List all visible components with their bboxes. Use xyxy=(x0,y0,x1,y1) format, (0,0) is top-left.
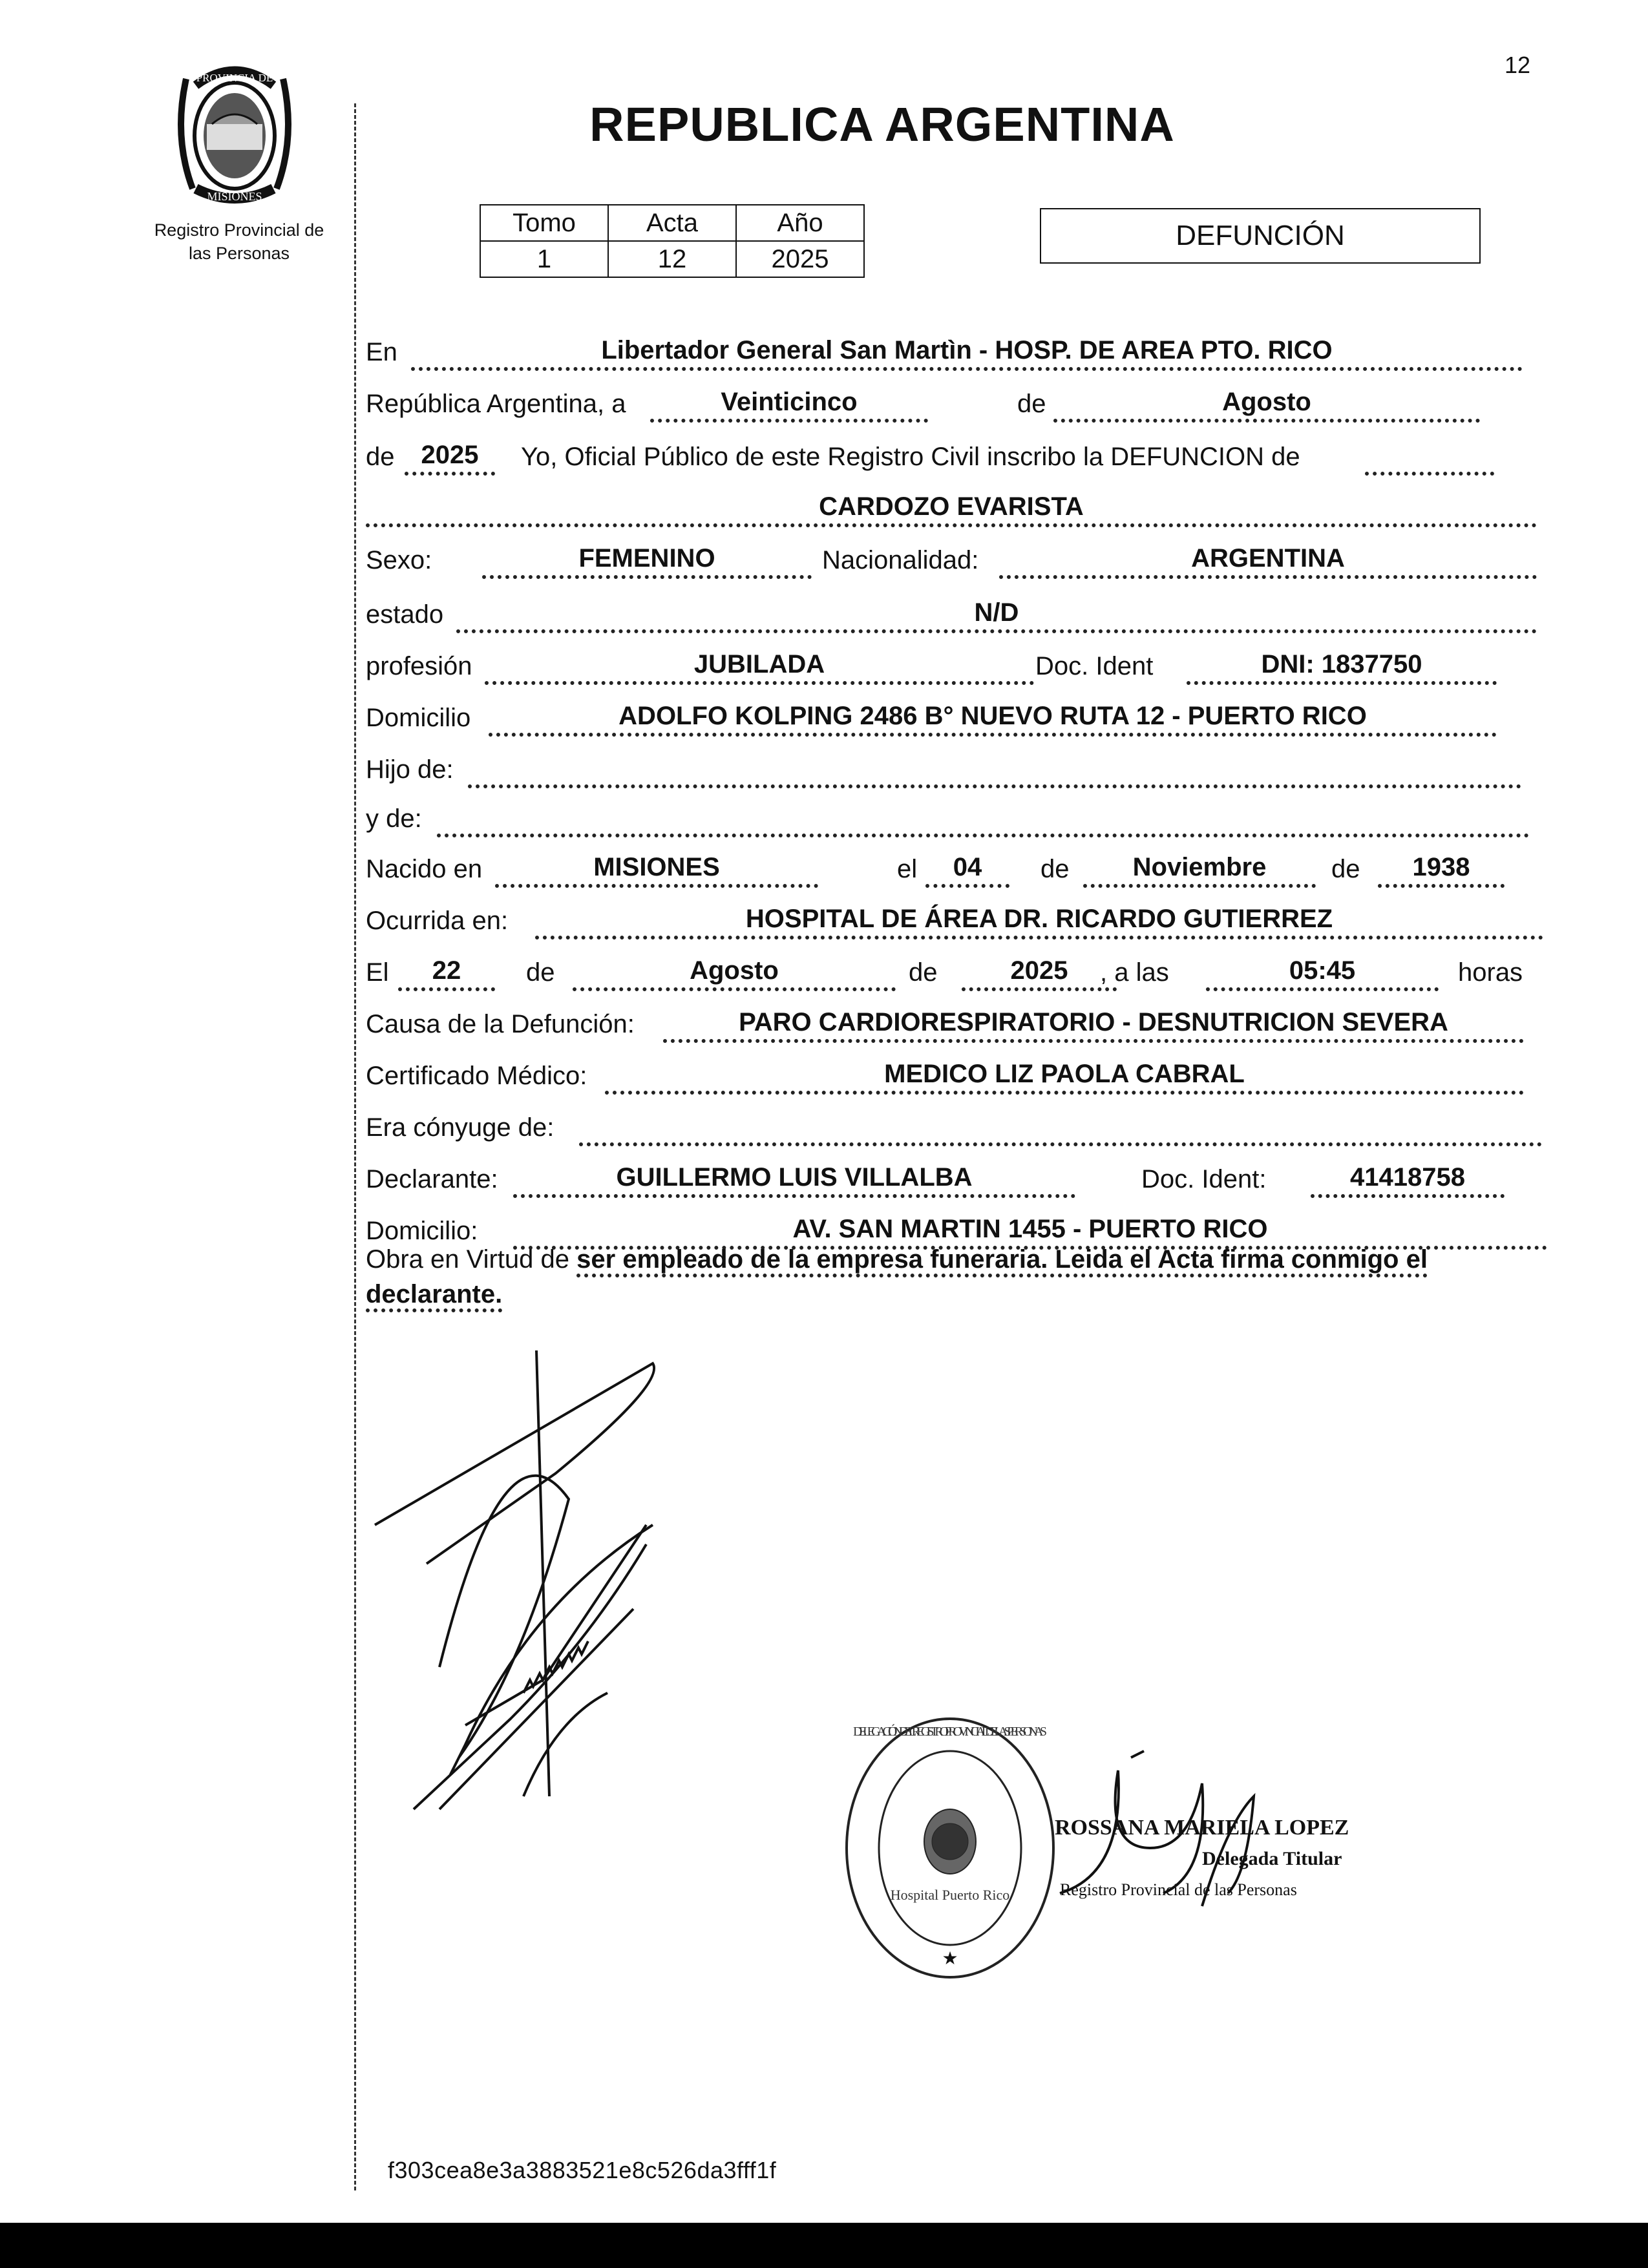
anio-label: Año xyxy=(736,205,864,241)
reference-table xyxy=(480,204,865,278)
certificado-value: MEDICO LIZ PAOLA CABRAL xyxy=(605,1056,1524,1095)
ocurrida-label: Ocurrida en: xyxy=(366,907,509,935)
el2-label: El xyxy=(366,958,389,987)
row-ocurrida xyxy=(366,890,1519,942)
stamp-star-icon: ★ xyxy=(942,1948,958,1968)
declarante-value: GUILLERMO LUIS VILLALBA xyxy=(513,1159,1075,1198)
seal-text-bottom: MISIONES xyxy=(207,190,262,203)
row-fecha xyxy=(366,373,1519,425)
republica-label: República Argentina, a xyxy=(366,390,626,418)
el-label: el xyxy=(897,855,918,883)
def-mes-value: Agosto xyxy=(573,952,896,991)
row-causa xyxy=(366,994,1519,1045)
row-profesion xyxy=(366,636,1519,688)
causa-label: Causa de la Defunción: xyxy=(366,1010,635,1038)
nacido-lugar-value: MISIONES xyxy=(495,849,818,888)
profesion-value: JUBILADA xyxy=(485,646,1034,685)
declarant-signature xyxy=(362,1331,814,1835)
row-fallecido xyxy=(366,478,1519,530)
document-type: DEFUNCIÓN xyxy=(1040,208,1481,264)
row-hijo xyxy=(366,739,1519,791)
profesion-label: profesión xyxy=(366,652,472,680)
acta-label: Acta xyxy=(608,205,736,241)
de2-label: de xyxy=(366,443,395,471)
alas-label: , a las xyxy=(1100,958,1169,987)
stamp-inner-text: Hospital Puerto Rico xyxy=(890,1887,1010,1903)
decl-domicilio-label: Domicilio: xyxy=(366,1217,478,1245)
conyuge-value xyxy=(579,1108,1542,1146)
row-certificado xyxy=(366,1045,1519,1097)
decl-domicilio-value: AV. SAN MARTIN 1455 - PUERTO RICO xyxy=(513,1211,1547,1250)
obra-label: Obra en Virtud de xyxy=(366,1245,570,1274)
row-estado xyxy=(366,584,1519,636)
sexo-label: Sexo: xyxy=(366,546,432,574)
margin-line xyxy=(354,103,356,2190)
def-de-label: de xyxy=(526,958,555,987)
doc-ident-label: Doc. Ident xyxy=(1035,652,1154,680)
row-anio xyxy=(366,426,1519,478)
page-number: 12 xyxy=(1505,52,1531,78)
seal-text-top: PROVINCIA DE xyxy=(196,72,273,84)
def-hora-value: 05:45 xyxy=(1206,952,1439,991)
lugar-value: Libertador General San Martìn - HOSP. DE AREA PTO. RICO xyxy=(411,332,1523,371)
horas-label: horas xyxy=(1458,958,1523,987)
tomo-label: Tomo xyxy=(480,205,608,241)
row-nacido xyxy=(366,839,1519,890)
obra-block xyxy=(366,1242,1537,1312)
obra-text: ser empleado de la empresa funeraria. Leida el Acta firma conmigo el declarante. xyxy=(366,1245,1428,1312)
document-hash: f303cea8e3a3883521e8c526da3fff1f xyxy=(388,2157,777,2183)
mes-value: Agosto xyxy=(1053,384,1480,423)
nac-de2-label: de xyxy=(1331,855,1360,883)
yde-label: y de: xyxy=(366,804,422,833)
nac-dia-value: 04 xyxy=(925,849,1009,888)
scan-bottom-bar xyxy=(0,2223,1648,2268)
official-office: Registro Provincial de las Personas xyxy=(1060,1880,1297,1899)
estado-label: estado xyxy=(366,600,444,629)
nacionalidad-label: Nacionalidad: xyxy=(822,546,979,574)
yde-value xyxy=(437,799,1529,837)
conyuge-label: Era cónyuge de: xyxy=(366,1113,555,1142)
causa-value: PARO CARDIORESPIRATORIO - DESNUTRICION SEVERA xyxy=(663,1004,1524,1043)
stamp-outer-text: DELEGACIÓN DEL REGISTRO PROVINCIAL DE LAS PERSONAS xyxy=(853,1725,1048,1739)
def-de2-label: de xyxy=(909,958,938,987)
oficial-text: Yo, Oficial Público de este Registro Civil inscribo la DEFUNCION de xyxy=(521,443,1300,471)
ocurrida-value: HOSPITAL DE ÁREA DR. RICARDO GUTIERREZ xyxy=(535,901,1543,940)
def-anio-value: 2025 xyxy=(962,952,1117,991)
de-label: de xyxy=(1017,390,1046,418)
decl-doc-label: Doc. Ident: xyxy=(1141,1165,1267,1193)
registry-label xyxy=(123,218,355,265)
oficial-blank xyxy=(1365,437,1494,476)
def-dia-value: 22 xyxy=(398,952,495,991)
domicilio-value: ADOLFO KOLPING 2486 B° NUEVO RUTA 12 - PUERTO RICO xyxy=(489,698,1497,737)
row-hora xyxy=(366,942,1523,994)
row-sexo xyxy=(366,530,1519,582)
domicilio-label: Domicilio xyxy=(366,704,471,732)
declarante-label: Declarante: xyxy=(366,1165,498,1193)
doc-ident-value: DNI: 1837750 xyxy=(1187,646,1497,685)
tomo-value: 1 xyxy=(480,241,608,277)
official-name: ROSSANA MARIELA LOPEZ xyxy=(1055,1816,1349,1840)
nac-mes-value: Noviembre xyxy=(1083,849,1316,888)
document-title: REPUBLICA ARGENTINA xyxy=(589,98,1175,151)
anio-registro-value: 2025 xyxy=(405,437,495,476)
nac-de-label: de xyxy=(1041,855,1070,883)
row-declarante xyxy=(366,1149,1519,1201)
fallecido-value: CARDOZO EVARISTA xyxy=(366,488,1537,527)
registry-line2: las Personas xyxy=(188,244,290,263)
nacionalidad-value: ARGENTINA xyxy=(999,540,1537,579)
row-conyuge xyxy=(366,1097,1519,1149)
row-domicilio xyxy=(366,688,1519,739)
nacido-label: Nacido en xyxy=(366,855,483,883)
row-yde xyxy=(366,788,1519,840)
official-stamp xyxy=(834,1706,1066,1990)
estado-value: N/D xyxy=(456,594,1537,633)
anio-value: 2025 xyxy=(736,241,864,277)
certificado-label: Certificado Médico: xyxy=(366,1062,587,1090)
registry-line1: Registro Provincial de xyxy=(154,220,324,240)
row-lugar xyxy=(366,322,1519,373)
hijo-label: Hijo de: xyxy=(366,755,454,784)
dia-texto-value: Veinticinco xyxy=(650,384,928,423)
official-role: Delegada Titular xyxy=(1202,1848,1342,1869)
nac-anio-value: 1938 xyxy=(1378,849,1505,888)
official-signature xyxy=(1034,1745,1396,1938)
en-label: En xyxy=(366,338,397,366)
acta-value: 12 xyxy=(608,241,736,277)
decl-doc-value: 41418758 xyxy=(1311,1159,1505,1198)
sexo-value: FEMENINO xyxy=(482,540,812,579)
hijo-value xyxy=(468,750,1521,788)
